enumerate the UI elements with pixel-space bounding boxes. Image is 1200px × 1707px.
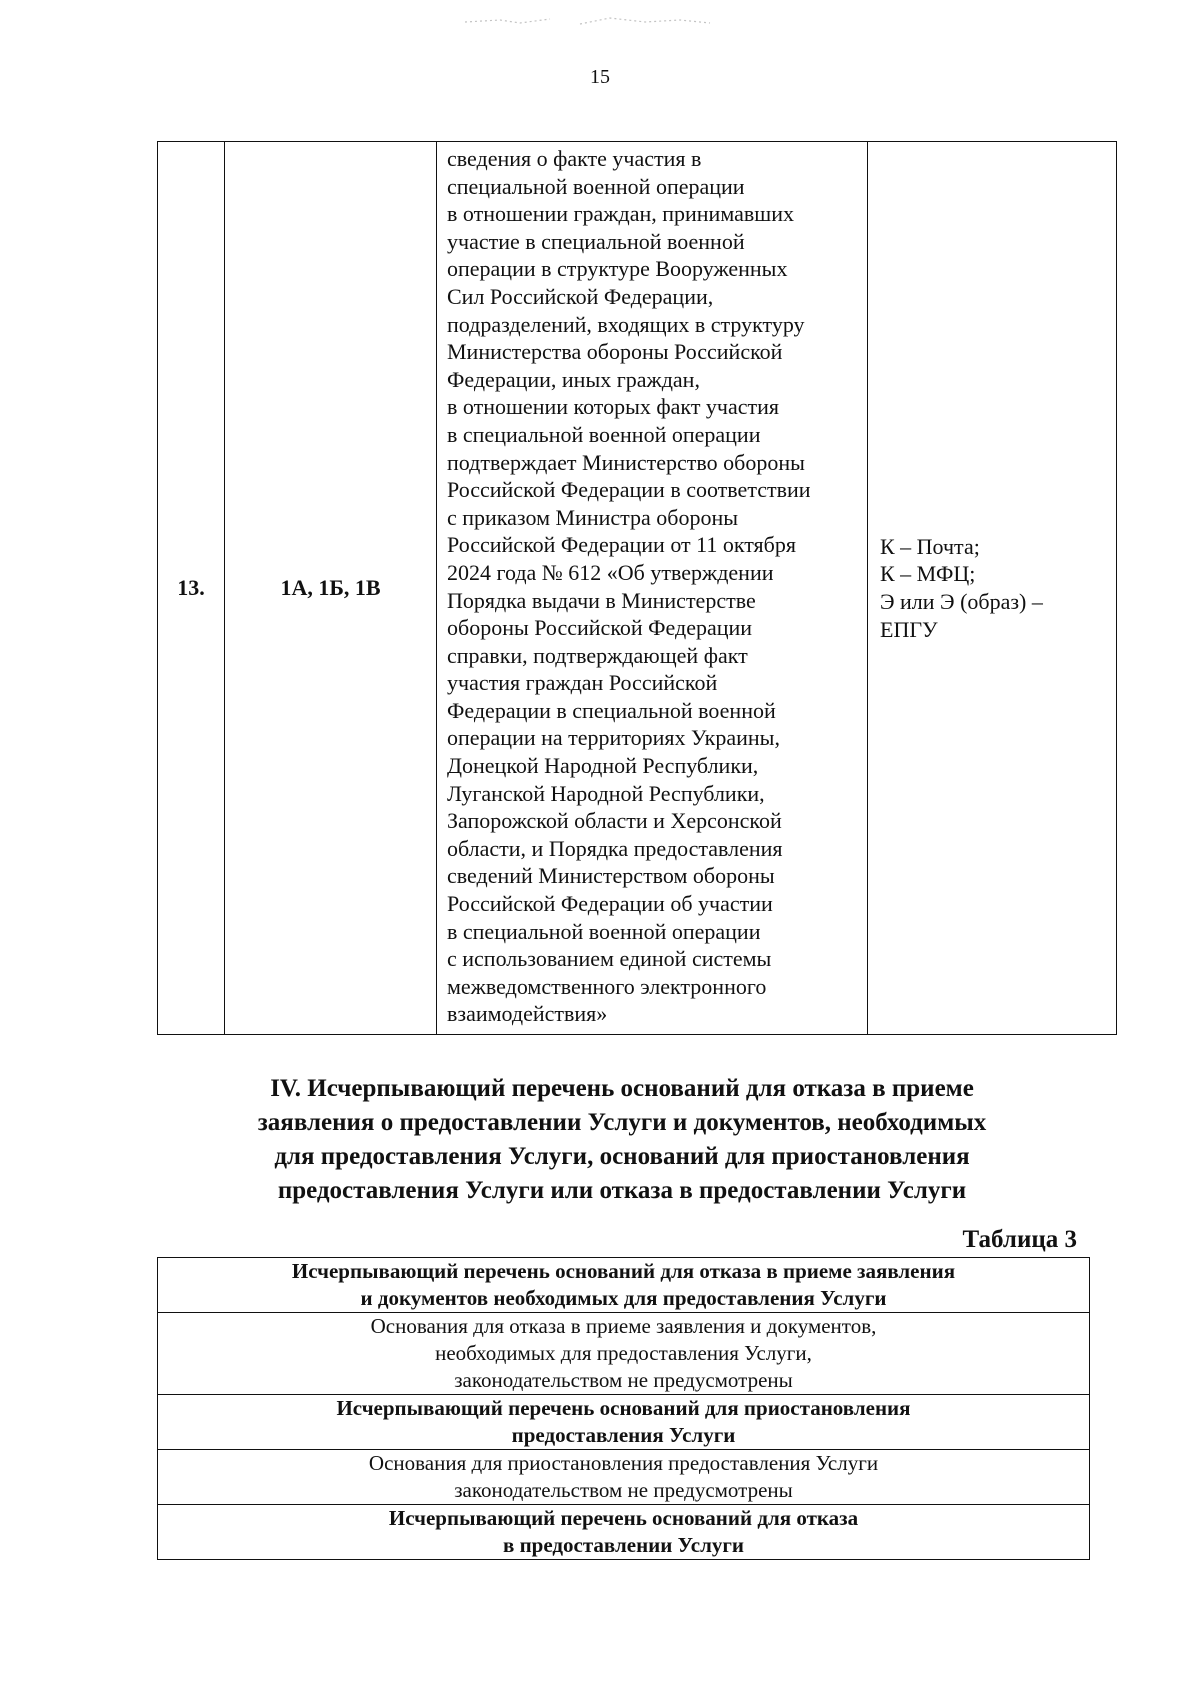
text-line: Федерации, иных граждан,	[447, 366, 700, 392]
text-line: К – МФЦ;	[880, 561, 976, 587]
text-line: в предоставлении Услуги	[502, 1533, 745, 1557]
text-line: законодательством не предусмотрены	[454, 1368, 793, 1392]
text-line: Луганской Народной Республики,	[447, 780, 765, 806]
text-line: в специальной военной операции	[447, 421, 761, 447]
table-row	[158, 1450, 1090, 1505]
page-number: 15	[590, 66, 610, 88]
text-line: сведений Министерством обороны	[447, 863, 775, 889]
text-line: с приказом Министра обороны	[447, 504, 739, 530]
text-line: операции на территориях Украины,	[447, 725, 780, 751]
row-number: 13.	[158, 142, 225, 1035]
table-row	[158, 1505, 1090, 1560]
text-line: операции в структуре Вооруженных	[447, 256, 788, 282]
refusal-grounds-table	[157, 1257, 1090, 1560]
text-line: 2024 года № 612 «Об утверждении	[447, 559, 774, 585]
text-line: в специальной военной операции	[447, 918, 761, 944]
requirements-table-continuation	[157, 141, 1117, 1035]
heading-line: заявления о предоставлении Услуги и документов, необходимых	[257, 1109, 987, 1136]
text-line: Российской Федерации от 11 октября	[447, 532, 796, 558]
text-line: Сил Российской Федерации,	[447, 283, 714, 309]
submission-methods	[868, 142, 1117, 1035]
text-line: Основания для отказа в приеме заявления и документов,	[370, 1314, 877, 1338]
text-line: законодательством не предусмотрены	[454, 1478, 793, 1502]
text-line: обороны Российской Федерации	[447, 615, 753, 641]
text-line: Российской Федерации в соответствии	[447, 477, 811, 503]
text-line: с использованием единой системы	[447, 946, 772, 972]
table-caption: Таблица 3	[962, 1226, 1077, 1253]
text-line: межведомственного электронного	[447, 973, 767, 999]
text-line: подразделений, входящих в структуру	[447, 311, 805, 337]
section-heading	[157, 1072, 1087, 1208]
text-line: взаимодействия»	[447, 1001, 608, 1027]
scan-noise-mark	[460, 8, 720, 36]
text-line: в отношении граждан, принимавших	[447, 201, 794, 227]
text-line: ЕПГУ	[880, 616, 938, 642]
text-line: Исчерпывающий перечень оснований для приостановления	[336, 1396, 911, 1420]
text-line: предоставления Услуги	[511, 1423, 736, 1447]
text-line: Российской Федерации об участии	[447, 891, 773, 917]
text-line: Министерства обороны Российской	[447, 339, 783, 365]
heading-line: предоставления Услуги или отказа в предоставлении Услуги	[277, 1177, 967, 1204]
text-line: Донецкой Народной Республики,	[447, 753, 759, 779]
text-line: К – Почта;	[880, 533, 980, 559]
table-cell	[158, 1313, 1090, 1395]
document-description	[437, 142, 868, 1035]
text-line: Э или Э (образ) –	[880, 589, 1043, 614]
text-line: Исчерпывающий перечень оснований для отказа в приеме заявления	[291, 1259, 956, 1283]
text-line: Федерации в специальной военной	[447, 697, 776, 723]
table-cell	[158, 1450, 1090, 1505]
heading-line: для предоставления Услуги, оснований для приостановления	[274, 1143, 970, 1170]
table-row	[158, 142, 1117, 1035]
text-line: и документов необходимых для предоставления Услуги	[360, 1286, 887, 1310]
heading-line: IV. Исчерпывающий перечень оснований для отказа в приеме	[270, 1075, 974, 1102]
text-line: Основания для приостановления предоставления Услуги	[368, 1451, 879, 1475]
table-cell	[158, 1395, 1090, 1450]
text-line: специальной военной операции	[447, 173, 745, 199]
table-row	[158, 1395, 1090, 1450]
text-line: Запорожской области и Херсонской	[447, 808, 782, 834]
text-line: в отношении которых факт участия	[447, 394, 780, 420]
text-line: сведения о факте участия в	[447, 146, 702, 171]
table-cell	[158, 1505, 1090, 1560]
text-line: участие в специальной военной	[447, 228, 745, 254]
table-row	[158, 1258, 1090, 1313]
text-line: необходимых для предоставления Услуги,	[435, 1341, 812, 1365]
text-line: области, и Порядка предоставления	[447, 835, 783, 861]
text-line: подтверждает Министерство обороны	[447, 449, 805, 475]
row-codes: 1А, 1Б, 1В	[225, 142, 437, 1035]
text-line: Исчерпывающий перечень оснований для отказа	[388, 1506, 859, 1530]
text-line: справки, подтверждающей факт	[447, 642, 748, 668]
table-row	[158, 1313, 1090, 1395]
table-cell	[158, 1258, 1090, 1313]
text-line: участия граждан Российской	[447, 670, 718, 696]
text-line: Порядка выдачи в Министерстве	[447, 587, 756, 613]
